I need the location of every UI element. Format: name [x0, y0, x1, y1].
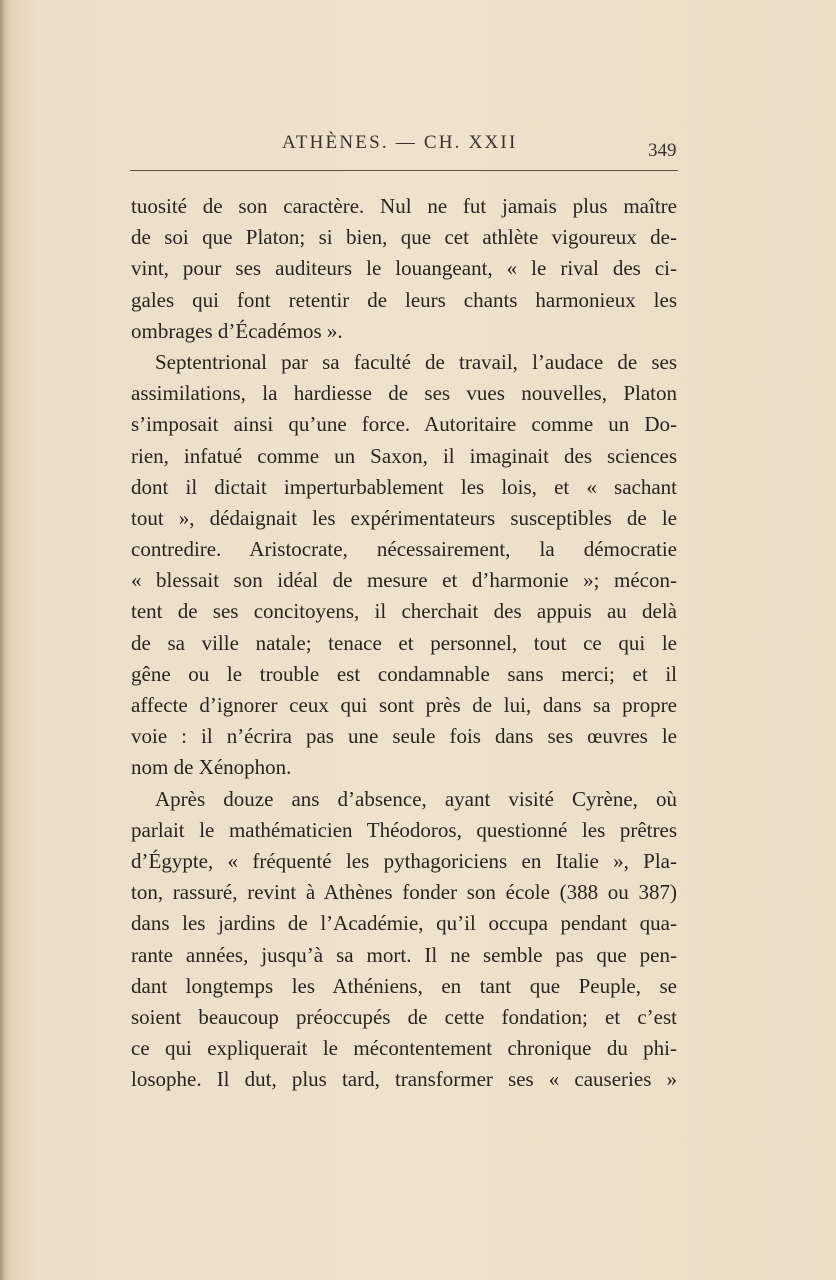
text-line: soient beaucoup préoccupés de cette fondation; et c’est: [131, 1004, 677, 1029]
text-line: contredire. Aristocrate, nécessairement, la démocratie: [131, 537, 677, 562]
text-line: vint, pour ses auditeurs le louangeant, « le rival des ci-: [131, 256, 677, 281]
text-line: s’imposait ainsi qu’une force. Autoritaire comme un Do-: [131, 412, 677, 437]
text-line: ton, rassuré, revint à Athènes fonder son école (388 ou 387): [131, 880, 677, 905]
running-head: [0, 132, 836, 160]
text-line: tent de ses concitoyens, il cherchait des appuis au delà: [131, 599, 677, 624]
body-text: [131, 191, 677, 1095]
paragraph-start-line: Après douze ans d’absence, ayant visité Cyrène, où: [155, 786, 677, 811]
text-line: ombrages d’Écadémos ».: [131, 318, 343, 343]
text-line: rante années, jusqu’à sa mort. Il ne semble pas que pen-: [131, 942, 677, 967]
text-line: d’Égypte, « fréquenté les pythagoriciens en Italie », Pla-: [131, 848, 677, 873]
page-binding-edge: [0, 0, 6, 1280]
text-line: dans les jardins de l’Académie, qu’il occupa pendant qua-: [131, 911, 677, 936]
text-line: ce qui expliquerait le mécontentement chronique du phi-: [131, 1036, 677, 1061]
header-rule: [130, 170, 678, 171]
text-line: gales qui font retentir de leurs chants harmonieux les: [131, 287, 677, 312]
text-line: dont il dictait imperturbablement les lois, et « sachant: [131, 474, 677, 499]
text-line: de soi que Platon; si bien, que cet athlète vigoureux de-: [131, 225, 677, 250]
text-line: voie : il n’écrira pas une seule fois dans ses œuvres le: [131, 724, 677, 749]
text-line: rien, infatué comme un Saxon, il imaginait des sciences: [131, 443, 677, 468]
text-line: losophe. Il dut, plus tard, transformer ses « causeries »: [131, 1067, 677, 1092]
text-line: tuosité de son caractère. Nul ne fut jamais plus maître: [131, 194, 677, 218]
text-line: affecte d’ignorer ceux qui sont près de lui, dans sa propre: [131, 693, 677, 717]
text-line: « blessait son idéal de mesure et d’harmonie »; mécon-: [131, 568, 677, 593]
text-line: tout », dédaignait les expérimentateurs susceptibles de le: [131, 505, 677, 530]
text-line: dant longtemps les Athéniens, en tant que Peuple, se: [131, 973, 677, 998]
text-line: gêne ou le trouble est condamnable sans merci; et il: [131, 661, 677, 686]
text-line: de sa ville natale; tenace et personnel, tout ce qui le: [131, 630, 677, 655]
text-line: parlait le mathématicien Théodoros, questionné les prêtres: [131, 817, 677, 842]
text-line: nom de Xénophon.: [131, 755, 292, 780]
page-number: 349: [648, 140, 677, 161]
paragraph-start-line: Septentrional par sa faculté de travail, l’audace de ses: [155, 349, 677, 374]
text-line: assimilations, la hardiesse de ses vues nouvelles, Platon: [131, 381, 677, 406]
running-title: ATHÈNES. — CH. XXII: [282, 132, 518, 153]
